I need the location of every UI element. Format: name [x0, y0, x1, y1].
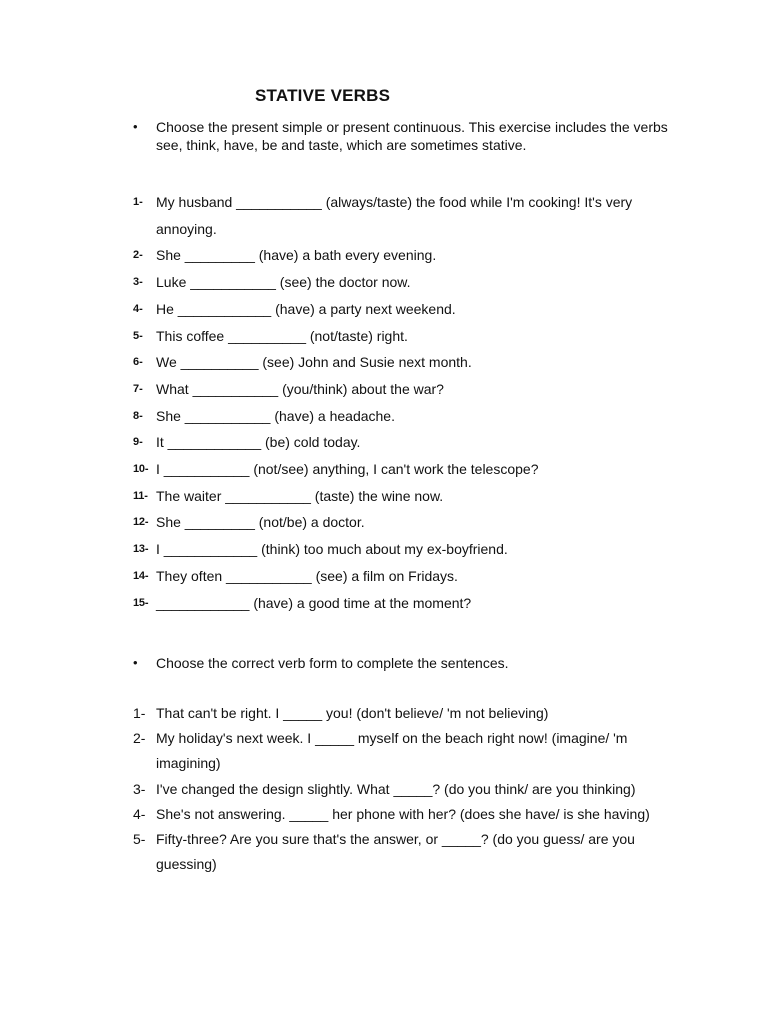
item-number: 9-	[133, 436, 143, 449]
item-number: 13-	[133, 543, 149, 556]
exercise-item	[133, 827, 673, 877]
exercise-item	[133, 509, 673, 536]
exercise-item	[133, 726, 673, 776]
item-sentence: I've changed the design slightly. What _____? (do you think/ are you thinking)	[156, 780, 636, 797]
exercise-item	[133, 590, 673, 617]
item-number: 6-	[133, 356, 143, 369]
item-sentence: What ___________ (you/think) about the war?	[156, 380, 444, 397]
exercise-item	[133, 456, 673, 483]
item-number: 8-	[133, 409, 143, 422]
item-sentence: My holiday's next week. I _____ myself on the beach right now! (imagine/ 'm imagining)	[156, 730, 628, 772]
exercise-item	[133, 536, 673, 563]
exercise-1-list	[133, 189, 673, 616]
item-number: 4-	[133, 302, 143, 315]
item-sentence: The waiter ___________ (taste) the wine now.	[156, 487, 444, 504]
item-sentence: It ____________ (be) cold today.	[156, 434, 361, 451]
item-number: 1-	[133, 705, 146, 721]
instruction-1-text: Choose the present simple or present continuous. This exercise includes the verbs see, think, have, be and taste, which are sometimes stative.	[156, 119, 668, 153]
exercise-item	[133, 376, 673, 403]
item-number: 15-	[133, 596, 149, 609]
item-number: 2-	[133, 730, 146, 747]
item-number: 11-	[133, 489, 148, 502]
exercise-item	[133, 777, 673, 802]
item-sentence: We __________ (see) John and Susie next month.	[156, 354, 472, 371]
item-sentence: Luke ___________ (see) the doctor now.	[156, 274, 411, 291]
item-sentence: She ___________ (have) a headache.	[156, 407, 395, 424]
exercise-item	[133, 403, 673, 430]
exercise-item	[133, 323, 673, 350]
item-sentence: ____________ (have) a good time at the moment?	[156, 594, 472, 611]
item-sentence: This coffee __________ (not/taste) right.	[156, 327, 408, 344]
exercise-2-list	[133, 701, 673, 877]
item-sentence: That can't be right. I _____ you! (don't believe/ 'm not believing)	[156, 705, 549, 721]
item-number: 12-	[133, 516, 149, 529]
exercise-item	[133, 242, 673, 269]
item-number: 5-	[133, 329, 143, 342]
item-number: 7-	[133, 382, 143, 395]
item-sentence: My husband ___________ (always/taste) the food while I'm cooking! It's very annoying.	[156, 194, 633, 237]
item-number: 14-	[133, 569, 149, 582]
instruction-2	[133, 654, 673, 672]
item-number: 3-	[133, 276, 143, 289]
item-number: 2-	[133, 249, 143, 262]
exercise-item	[133, 189, 673, 242]
item-number: 4-	[133, 805, 146, 822]
bullet-icon: •	[133, 655, 138, 670]
bullet-icon: •	[133, 119, 138, 134]
item-sentence: I ___________ (not/see) anything, I can't work the telescope?	[156, 461, 539, 478]
instruction-2-text: Choose the correct verb form to complete the sentences.	[156, 655, 509, 671]
exercise-item	[133, 483, 673, 510]
item-number: 3-	[133, 780, 146, 797]
exercise-item	[133, 802, 673, 827]
item-sentence: I ____________ (think) too much about my ex-boyfriend.	[156, 541, 508, 558]
exercise-item	[133, 563, 673, 590]
item-number: 1-	[133, 196, 143, 208]
item-sentence: She _________ (have) a bath every evening.	[156, 247, 437, 264]
exercise-item	[133, 701, 673, 726]
item-sentence: She's not answering. _____ her phone with her? (does she have/ is she having)	[156, 805, 650, 822]
item-sentence: She _________ (not/be) a doctor.	[156, 514, 365, 531]
exercise-item	[133, 296, 673, 323]
item-number: 5-	[133, 831, 146, 848]
instruction-1	[133, 118, 673, 154]
item-sentence: They often ___________ (see) a film on Fridays.	[156, 567, 458, 584]
exercise-item	[133, 269, 673, 296]
item-number: 10-	[133, 463, 149, 476]
item-sentence: He ____________ (have) a party next weekend.	[156, 300, 456, 317]
page-title: STATIVE VERBS	[255, 86, 391, 105]
item-sentence: Fifty-three? Are you sure that's the answer, or _____? (do you guess/ are you guessing)	[156, 831, 635, 873]
exercise-item	[133, 349, 673, 376]
exercise-item	[133, 429, 673, 456]
